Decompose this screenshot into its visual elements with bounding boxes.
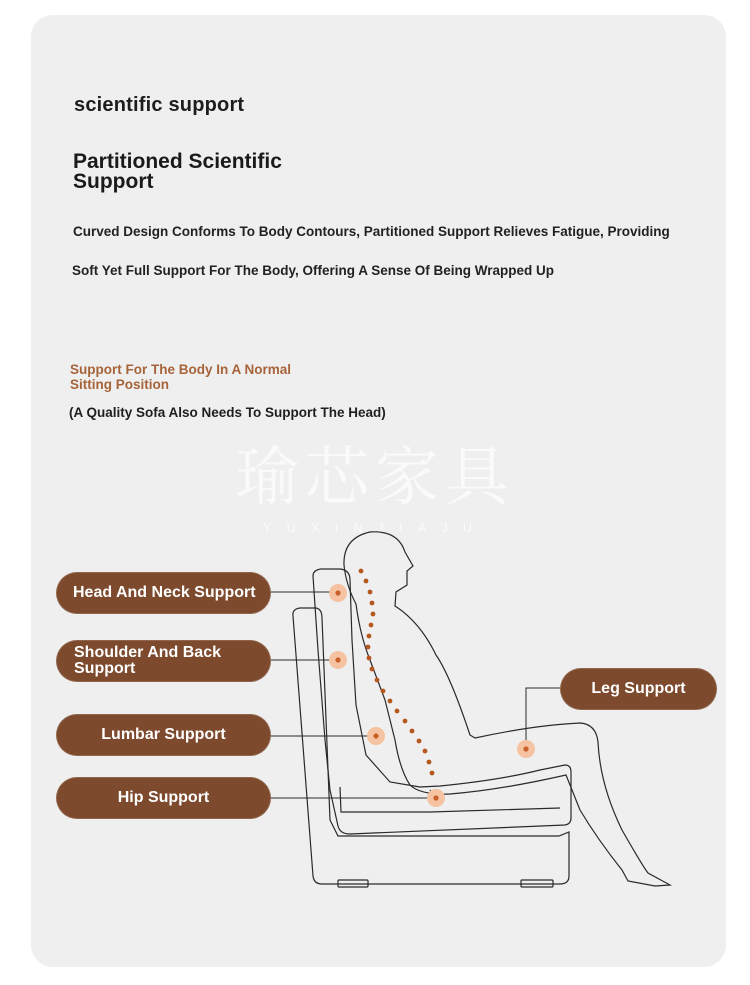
marker-hip [427,789,445,807]
leg-support-label: Leg Support [560,668,717,710]
description-line-1: Curved Design Conforms To Body Contours, Partitioned Support Relieves Fatigue, Providing [73,224,670,239]
eyebrow-label: scientific support [74,94,245,116]
marker-lumbar [367,727,385,745]
spine-dots [359,569,435,776]
marker-leg [517,740,535,758]
lumbar-support-label: Lumbar Support [56,714,271,756]
marker-shoulder [329,651,347,669]
shoulder-back-support-label: Shoulder And Back Support [56,640,271,682]
page-title: Partitioned Scientific Support [73,150,282,193]
section-heading: Support For The Body In A Normal Sitting Position [70,362,291,392]
description-line-2: Soft Yet Full Support For The Body, Offering A Sense Of Being Wrapped Up [72,263,555,278]
watermark-sub: YUXINJIAJU [262,520,488,535]
marker-head [329,584,347,602]
section-note: (A Quality Sofa Also Needs To Support The Head) [69,405,386,420]
watermark-main: 瑜芯家具 [235,441,515,515]
head-neck-support-label: Head And Neck Support [56,572,271,614]
hip-support-label: Hip Support [56,777,271,819]
